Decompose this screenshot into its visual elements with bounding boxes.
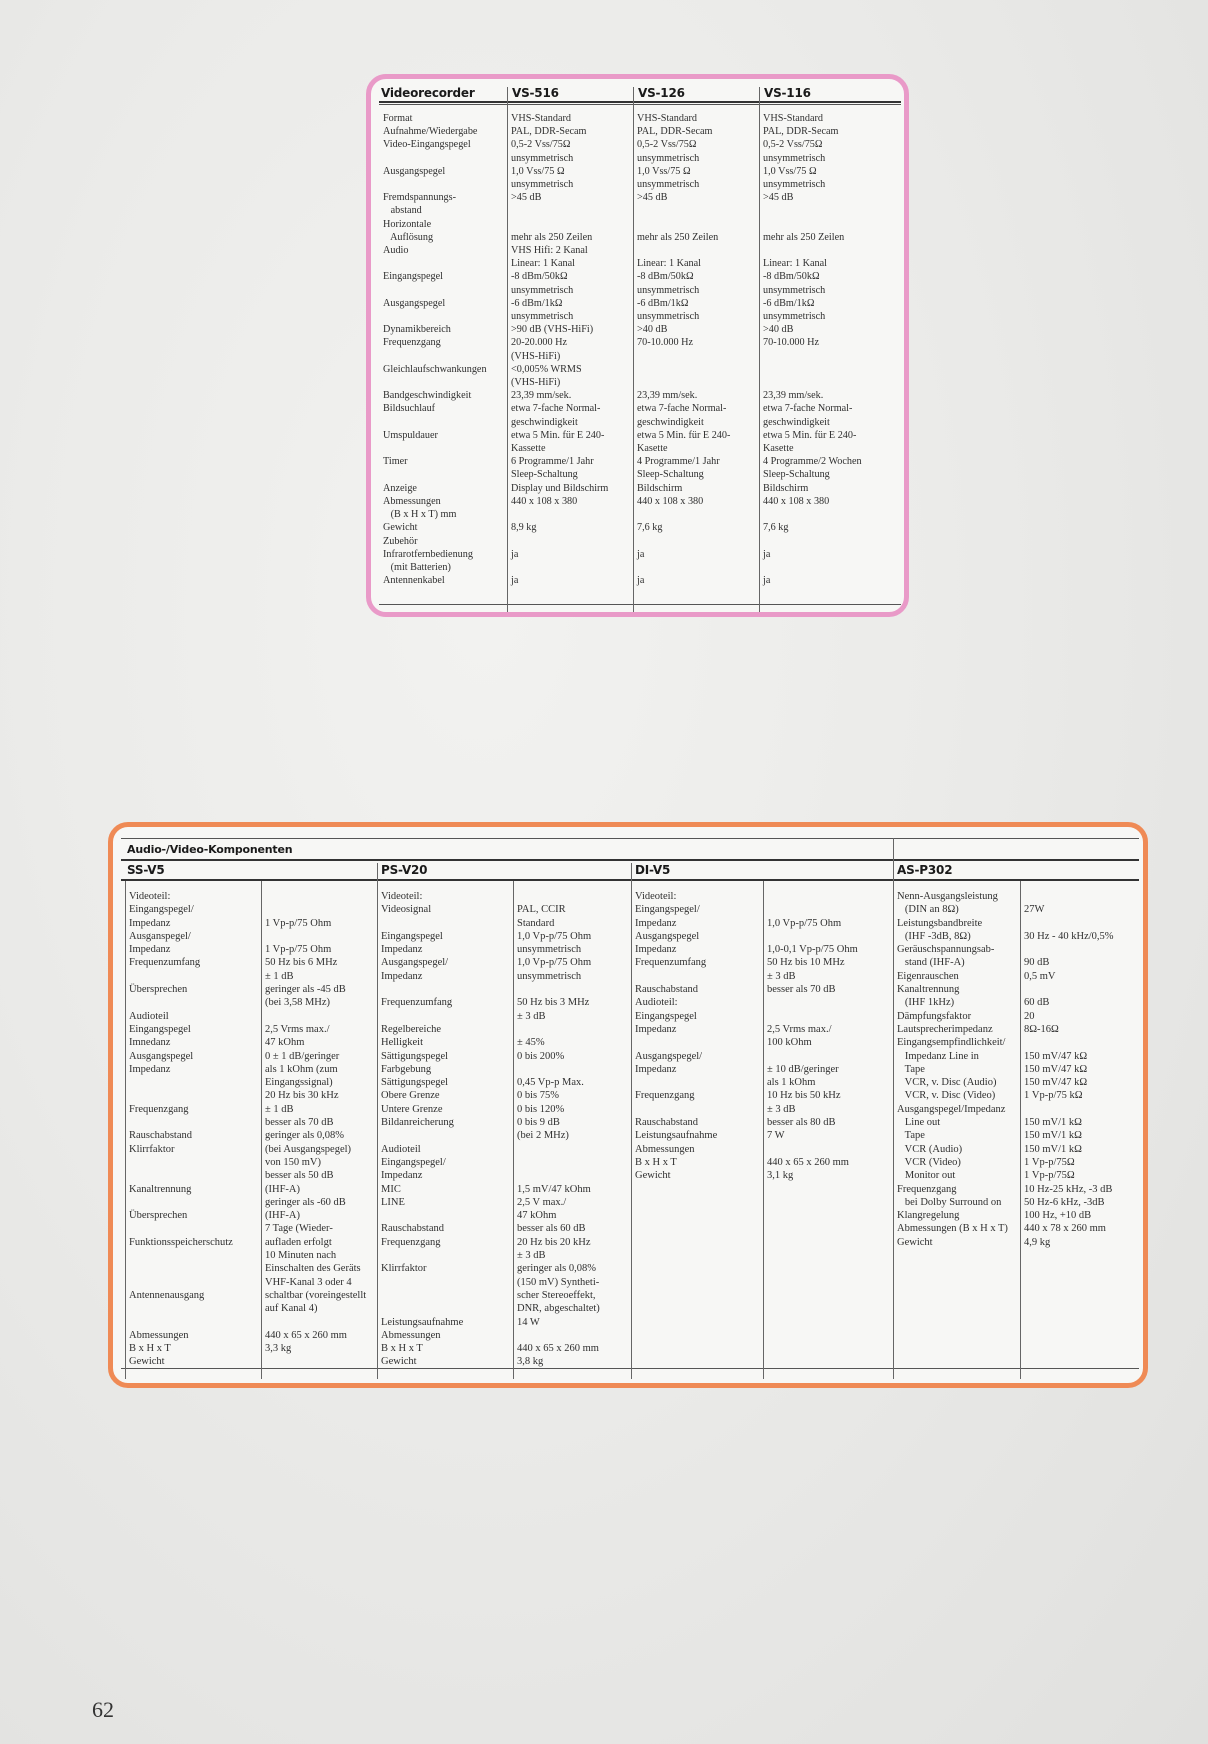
ssv5-values-column: 1 Vp-p/75 Ohm 1 Vp-p/75 Ohm 50 Hz bis 6 MHz ± 1 dB geringer als -45 dB (bei 3,58 MHz) 2,5 Vrms max./ 47 kOhm 0 ± 1 dB/geringer als 1 kOhm (zum Eingangssignal) 20 Hz bis 30 kHz ± 1 dB besser als 70 dB geringer als 0,08% (bei Ausgangspegel) von 150 mV) besser als 50 dB (IHF-A) geringer als -60 dB (IHF-A) 7 Tage (Wieder- aufladen erfolgt 10 Minuten nach Einschalten des Geräts VHF-Kanal 3 oder 4 schaltbar (voreingestellt auf Kanal 4) 440 x 65 x 260 mm 3,3 kg	[265, 917, 367, 1355]
psv20-labels-column: Videoteil: Videosignal Eingangspegel Impedanz Ausgangspegel/ Impedanz Frequenzumfang Regelbereiche Helligkeit Sättigungspegel Farbgebung Sättigungspegel Obere Grenze Untere Grenze Bildanreicherung Audioteil Eingangspegel/ Impedanz MIC LINE Rauschabstand Frequenzgang Klirrfaktor Leistungsaufnahme Abmessungen B x H x T Gewicht	[381, 891, 464, 1368]
column-divider	[759, 87, 760, 617]
column-divider	[633, 87, 634, 617]
column-divider	[513, 881, 514, 1379]
div5-labels-column: Videoteil: Eingangspegel/ Impedanz Ausgangspegel Impedanz Frequenzumfang Rauschabstand Audioteil: Eingangspegel Impedanz Ausgangspegel/ Impedanz Frequenzgang Rauschabstand Leistungsaufnahme Abmessungen B x H x T Gewicht	[635, 891, 718, 1182]
ssv5-labels-column: Videoteil: Eingangspegel/ Impedanz Ausganspegel/ Impedanz Frequenzumfang Übersprechen Audioteil Eingangspegel Imnedanz Ausgangspegel Impedanz Frequenzgang Rauschabstand Klirrfaktor Kanaltrennung Übersprechen Funktionsspeicherschutz Antennenausgang Abmessungen B x H x T Gewicht	[129, 891, 233, 1368]
table-title: Videorecorder	[381, 86, 475, 100]
model-header-vs126: VS-126	[638, 86, 685, 100]
footer-rule	[121, 1368, 1139, 1369]
header-rule-inner	[379, 104, 901, 105]
psv20-values-column: PAL, CCIR Standard 1,0 Vp-p/75 Ohm unsymmetrisch 1,0 Vp-p/75 Ohm unsymmetrisch 50 Hz bis 3 MHz ± 3 dB ± 45% 0 bis 200% 0,45 Vp-p Max. 0 bis 75% 0 bis 120% 0 bis 9 dB (bei 2 MHz) 1,5 mV/47 kOhm 2,5 V max./ 47 kOhm besser als 60 dB 20 Hz bis 20 kHz ± 3 dB geringer als 0,08% (150 mV) Syntheti- scher Stereoeffekt, DNR, abgeschaltet) 14 W 440 x 65 x 260 mm 3,8 kg	[517, 904, 600, 1368]
model-header-vs116: VS-116	[764, 86, 811, 100]
column-divider	[1020, 881, 1021, 1379]
vs516-values-column: VHS-Standard PAL, DDR-Secam 0,5-2 Vss/75Ω unsymmetrisch 1,0 Vss/75 Ω unsymmetrisch >45 dB mehr als 250 Zeilen VHS Hifi: 2 Kanal Linear: 1 Kanal -8 dBm/50kΩ unsymmetrisch -6 dBm/1kΩ unsymmetrisch >90 dB (VHS-HiFi) 20-20.000 Hz (VHS-HiFi) <0,005% WRMS (VHS-HiFi) 23,39 mm/sek. etwa 7-fache Normal- geschwindigkeit etwa 5 Min. für E 240- Kassette 6 Programme/1 Jahr Sleep-Schaltung Display und Bildschirm 440 x 108 x 380 8,9 kg ja ja	[511, 113, 609, 587]
av-components-spec-card	[108, 822, 1148, 1388]
top-rule	[121, 838, 1139, 839]
model-header-asp302: AS-P302	[897, 863, 953, 877]
model-header-psv20: PS-V20	[381, 863, 428, 877]
column-divider	[377, 863, 378, 1379]
asp302-labels-column: Nenn-Ausgangsleistung (DIN an 8Ω) Leistungsbandbreite (IHF -3dB, 8Ω) Geräuschspannungsab- stand (IHF-A) Eigenrauschen Kanaltrennung (IHF 1kHz) Dämpfungsfaktor Lautsprecherimpedanz Eingangsempfindlichkeit/ Impedanz Line in Tape VCR, v. Disc (Audio) VCR, v. Disc (Video) Ausgangspegel/Impedanz Line out Tape VCR (Audio) VCR (Video) Monitor out Frequenzgang bei Dolby Surround on Klangregelung Abmessungen (B x H x T) Gewicht	[897, 891, 1008, 1248]
column-divider	[507, 87, 508, 617]
videorecorder-spec-card	[366, 74, 909, 617]
div5-values-column: 1,0 Vp-p/75 Ohm 1,0-0,1 Vp-p/75 Ohm 50 Hz bis 10 MHz ± 3 dB besser als 70 dB 2,5 Vrms max./ 100 kOhm ± 10 dB/geringer als 1 kOhm 10 Hz bis 50 kHz ± 3 dB besser als 80 dB 7 W 440 x 65 x 260 mm 3,1 kg	[767, 917, 858, 1182]
title-rule	[121, 859, 1139, 861]
column-divider	[893, 838, 894, 1379]
table-title: Audio-/Video-Komponenten	[127, 843, 293, 856]
vs126-values-column: VHS-Standard PAL, DDR-Secam 0,5-2 Vss/75Ω unsymmetrisch 1,0 Vss/75 Ω unsymmetrisch >45 dB mehr als 250 Zeilen Linear: 1 Kanal -8 dBm/50kΩ unsymmetrisch -6 dBm/1kΩ unsymmetrisch >40 dB 70-10.000 Hz 23,39 mm/sek. etwa 7-fache Normal- geschwindigkeit etwa 5 Min. für E 240- Kasette 4 Programme/1 Jahr Sleep-Schaltung Bildschirm 440 x 108 x 380 7,6 kg ja ja	[637, 113, 731, 587]
spec-labels-column: Format Aufnahme/Wiedergabe Video-Eingangspegel Ausgangspegel Fremdspannungs- abstand Horizontale Auflösung Audio Eingangspegel Ausgangspegel Dynamikbereich Frequenzgang Gleichlaufschwankungen Bandgeschwindigkeit Bildsuchlauf Umspuldauer Timer Anzeige Abmessungen (B x H x T) mm Gewicht Zubehör Infrarotfernbedienung (mit Batterien) Antennenkabel	[383, 113, 487, 587]
model-rule	[121, 879, 1139, 881]
model-header-vs516: VS-516	[512, 86, 559, 100]
page-number: 62	[92, 1697, 114, 1722]
footer-rule	[379, 604, 901, 605]
header-rule	[379, 101, 901, 103]
column-divider	[125, 881, 126, 1379]
vs116-values-column: VHS-Standard PAL, DDR-Secam 0,5-2 Vss/75Ω unsymmetrisch 1,0 Vss/75 Ω unsymmetrisch >45 dB mehr als 250 Zeilen Linear: 1 Kanal -8 dBm/50kΩ unsymmetrisch -6 dBm/1kΩ unsymmetrisch >40 dB 70-10.000 Hz 23,39 mm/sek. etwa 7-fache Normal- geschwindigkeit etwa 5 Min. für E 240- Kasette 4 Programme/2 Wochen Sleep-Schaltung Bildschirm 440 x 108 x 380 7,6 kg ja ja	[763, 113, 862, 587]
model-header-div5: DI-V5	[635, 863, 671, 877]
column-divider	[261, 881, 262, 1379]
asp302-values-column: 27W 30 Hz - 40 kHz/0,5% 90 dB 0,5 mV 60 dB 20 8Ω-16Ω 150 mV/47 kΩ 150 mV/47 kΩ 150 mV/47 kΩ 1 Vp-p/75 kΩ 150 mV/1 kΩ 150 mV/1 kΩ 150 mV/1 kΩ 1 Vp-p/75Ω 1 Vp-p/75Ω 10 Hz-25 kHz, -3 dB 50 Hz-6 kHz, -3dB 100 Hz, +10 dB 440 x 78 x 260 mm 4,9 kg	[1024, 904, 1114, 1248]
column-divider	[631, 863, 632, 1379]
model-header-ssv5: SS-V5	[127, 863, 165, 877]
column-divider	[763, 881, 764, 1379]
